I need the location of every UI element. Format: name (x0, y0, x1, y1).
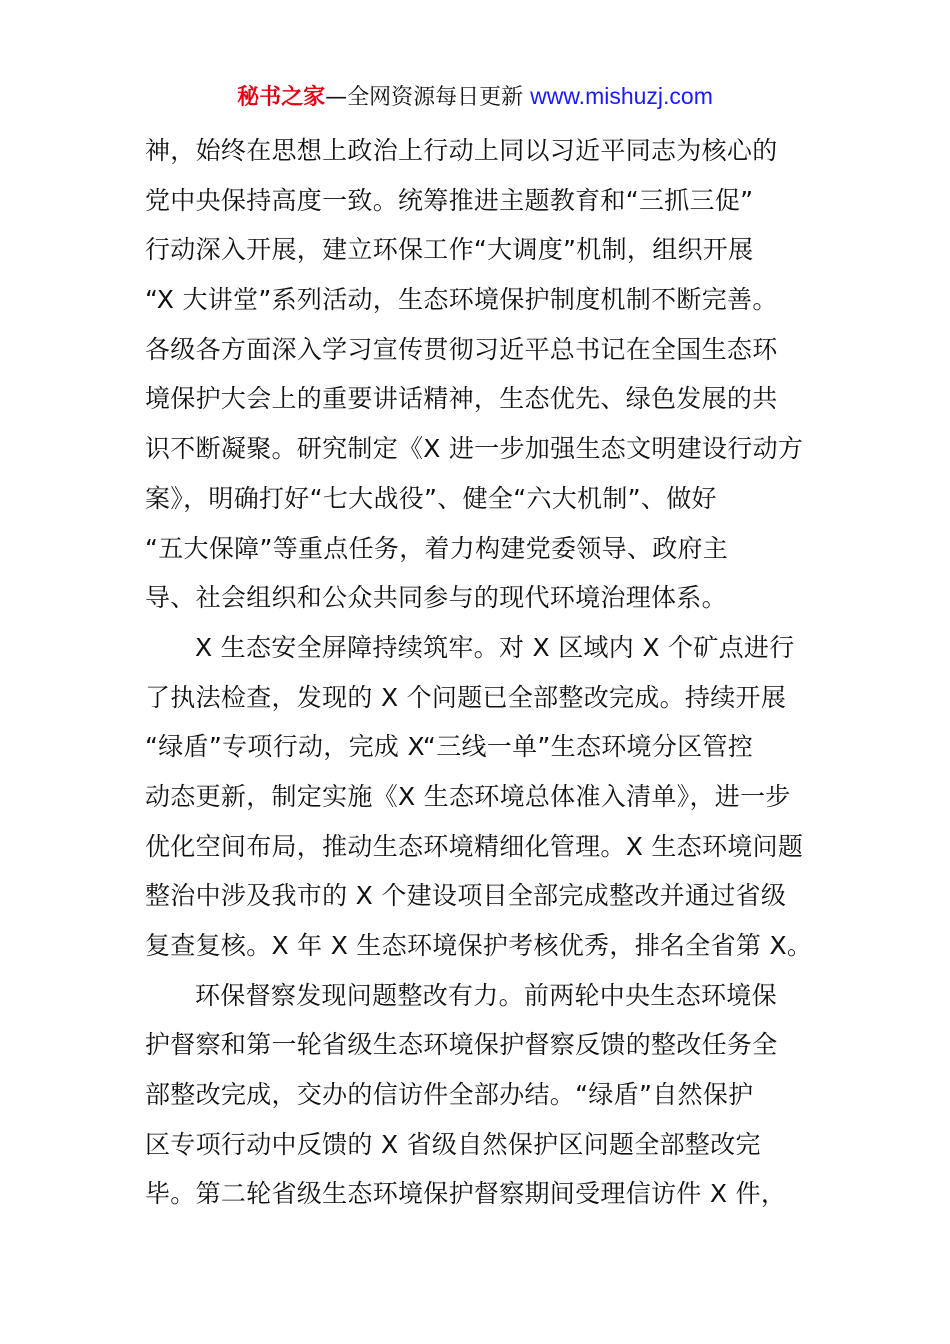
text-line: 整治中涉及我市的 X 个建设项目全部完成整改并通过省级 (145, 881, 787, 911)
text-line: 案》，明确打好“七大战役”、健全“六大机制”、做好 (145, 483, 717, 513)
text-line: 导、社会组织和公众共同参与的现代环境治理体系。 (145, 583, 727, 613)
page-header (0, 80, 950, 114)
site-brand: 秘书之家 (237, 85, 326, 110)
text-line: 各级各方面深入学习宣传贯彻习近平总书记在全国生态环 (145, 334, 778, 364)
paragraph-heading-line: 环保督察发现问题整改有力。前两轮中央生态环境保 (195, 980, 777, 1010)
text-line: 党中央保持高度一致。统筹推进主题教育和“三抓三促” (145, 185, 754, 215)
text-line: “X 大讲堂”系列活动，生态环境保护制度机制不断完善。 (145, 285, 778, 315)
text-line: 神，始终在思想上政治上行动上同以习近平同志为核心的 (145, 136, 778, 165)
text-line: 了执法检查，发现的 X 个问题已全部整改完成。持续开展 (145, 682, 787, 712)
text-line: 识不断凝聚。研究制定《X 进一步加强生态文明建设行动方 (145, 434, 804, 464)
text-line: “五大保障”等重点任务，着力构建党委领导、政府主 (145, 533, 729, 563)
text-line: 行动深入开展，建立环保工作“大调度”机制，组织开展 (145, 235, 754, 265)
text-line: 动态更新，制定实施《X 生态环境总体准入清单》，进一步 (145, 781, 791, 811)
text-line: 境保护大会上的重要讲话精神，生态优先、绿色发展的共 (145, 384, 778, 414)
site-tagline: —全网资源每日更新 (325, 85, 531, 110)
text-line: 区专项行动中反馈的 X 省级自然保护区问题全部整改完 (145, 1129, 761, 1159)
text-line: 优化空间布局，推动生态环境精细化管理。X 生态环境问题 (145, 831, 804, 861)
paragraph-heading-line: X 生态安全屏障持续筑牢。对 X 区域内 X 个矿点进行 (195, 632, 795, 662)
text-line: 部整改完成，交办的信访件全部办结。“绿盾”自然保护 (145, 1080, 754, 1110)
text-line: 护督察和第一轮省级生态环境保护督察反馈的整改任务全 (145, 1030, 778, 1060)
text-line: “绿盾”专项行动，完成 X“三线一单”生态环境分区管控 (145, 732, 754, 762)
document-body (145, 126, 813, 1219)
text-line: 复查复核。X 年 X 生态环境保护考核优秀，排名全省第 X。 (145, 931, 813, 960)
text-line: 毕。第二轮省级生态环境保护督察期间受理信访件 X 件， (145, 1179, 787, 1209)
site-url[interactable]: www.mishuzj.com (530, 83, 713, 109)
